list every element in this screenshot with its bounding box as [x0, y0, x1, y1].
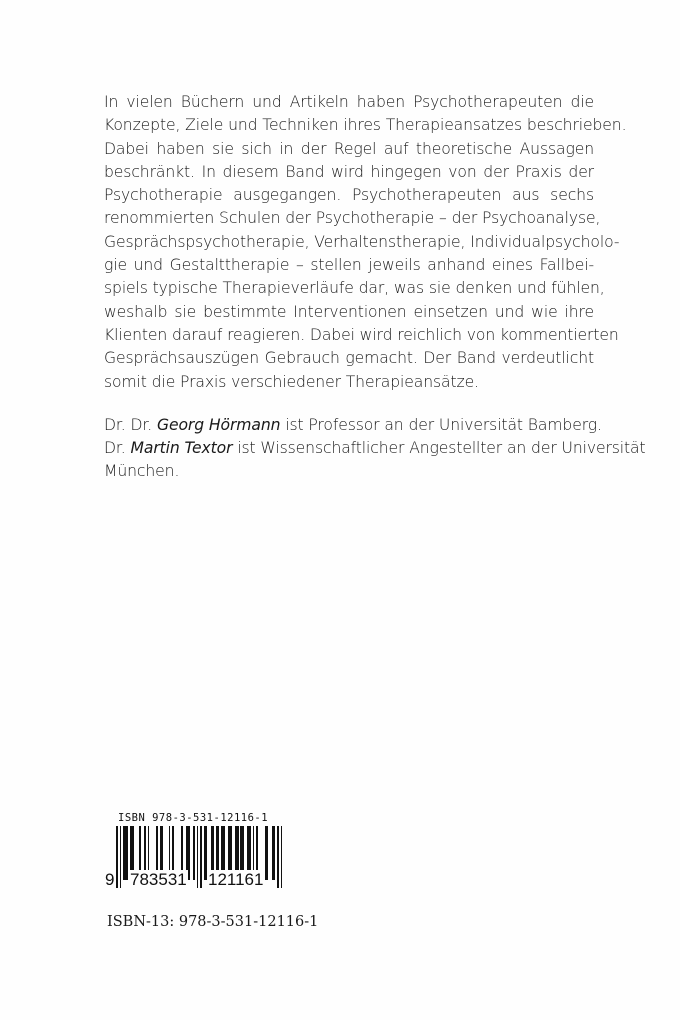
- isbn-barcode: [105, 812, 290, 902]
- author1-title: Dr. Dr.: [104, 415, 158, 434]
- barcode-bar: [277, 826, 279, 888]
- author-line-3: München.: [104, 462, 180, 481]
- blurb-text: [104, 91, 646, 484]
- text-line: renommierten Schulen der Psychotherapie – der Psychoanalyse,: [104, 209, 601, 228]
- text-line: weshalb sie bestimmte Interventionen einsetzen und wie ihre: [104, 302, 594, 321]
- author1-name: Georg Hörmann: [157, 415, 281, 434]
- barcode-digits-left: 783531: [130, 870, 187, 889]
- text-line: Konzepte, Ziele und Techniken ihres Therapieansatzes beschrieben.: [104, 116, 627, 135]
- text-line: Gesprächsauszügen Gebrauch gemacht. Der Band verdeutlicht: [104, 349, 594, 368]
- text-line: spiels typische Therapieverläufe dar, was sie denken und fühlen,: [104, 279, 605, 298]
- author2-name: Martin Textor: [130, 439, 233, 458]
- text-line: Gesprächspsychotherapie, Verhaltenstherapie, Individualpsycholo-: [104, 232, 620, 251]
- barcode-bar: [200, 826, 202, 888]
- text-line: gie und Gestalttherapie – stellen jeweils anhand eines Fallbei-: [104, 256, 594, 275]
- text-line: somit die Praxis verschiedener Therapieansätze.: [104, 372, 479, 391]
- text-line: Psychotherapie ausgegangen. Psychotherapeuten aus sechs: [104, 186, 594, 205]
- author-line-2: [104, 437, 646, 460]
- barcode-bar: [272, 826, 276, 880]
- text-line: beschränkt. In diesem Band wird hingegen von der Praxis der: [104, 162, 594, 181]
- barcode-bar: [116, 826, 118, 888]
- barcode-digits-right: 121161: [208, 870, 264, 889]
- barcode-bar: [123, 826, 128, 880]
- text-line: In vielen Büchern und Artikeln haben Psychotherapeuten die: [104, 93, 594, 111]
- authors-paragraph: [104, 414, 646, 484]
- author2-title: Dr.: [104, 439, 131, 458]
- author2-affiliation: ist Wissenschaftlicher Angestellter an der Universität: [232, 439, 646, 458]
- barcode-bar: [193, 826, 195, 880]
- barcode-bar: [120, 826, 122, 888]
- barcode-bar: [197, 826, 199, 888]
- barcode-bar: [265, 826, 269, 880]
- author-line-1: [104, 414, 602, 437]
- text-line: Klienten darauf reagieren. Dabei wird reichlich von kommentierten: [104, 325, 619, 344]
- text-line: Dabei haben sie sich in der Regel auf theoretische Aussagen: [104, 139, 594, 158]
- barcode-digit-first: 9: [105, 870, 115, 889]
- author1-affiliation: ist Professor an der Universität Bamberg.: [280, 415, 602, 434]
- barcode-bar: [281, 826, 283, 888]
- isbn13-label: ISBN-13: 978-3-531-12116-1: [107, 914, 319, 930]
- isbn-label: ISBN 978-3-531-12116-1: [118, 812, 269, 824]
- description-paragraph: [104, 91, 627, 394]
